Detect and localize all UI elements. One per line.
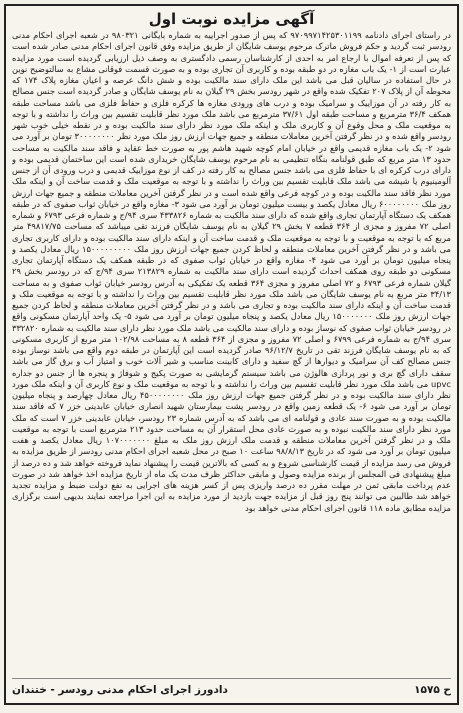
notice-body: در راستای اجرای دادنامه ۹۷۰۹۹۷۱۴۲۵۳۰۱۱۹۹ که پس از صدور اجراییه به شماره بایگانی ۹۸۰۳۲۱ در شعبه اجرای احکام مدنی رودسر ثبت گردید و حکم فروش ماترک مرحوم یوسف شایگان از طریق مزایده وفق قانون اجرای احکام مدنی صادر شده است که پس از تعرفه اموال با ارجاع امر به احدی از کارشناسان رسمی دادگستری به وصف ذیل ارزیابی گردیده است مورد مزایده عبارت است از ۱- یک باب مغازه در دو طبقه بوده و کاربری آن تجاری بوده و به صورت قسمت فوقانی مشاع به سالتوضیح نوین در حال استفاده در سالیان قبل می باشد این ملک دارای سند مالکیت بوده و شش دانگ عرصه و اعیان مغازه پلاک ۱۷۴ که محوطه آن از پلاک ۲۰۷ تفکیک شده واقع در شهر رودسر بخش ۲۹ گیلان به نام یوسف شایگان و صادر گردیده است جنس مصالح به کار رفته در آن موزاییک و سرامیک بوده و درب های ورودی مغازه ها کرکره فلزی و حفاظ فلزی می باشد مساحت طبقه همکف ۳۶/۴ مترمربع و مساحت طبقه اول ۳۷/۶۱ مترمربع می باشد ملک مورد نظر قابلیت تقسیم بین وراث را نداشته و با توجه به موقعیت ملک و محل وقوع آن و کاربری ملک و اینکه ملک مورد نظر دارای سند مالکیت بوده و در نقطه خیلی خوب شهر رودسر واقع شده و در نظر گرفتن آخرین معاملات منطقه و جمیع جهات ارزش روز ملک مورد نظر ۳۰۰۰۰۰۰۰۰ تومان بر آورد می شود ۲- یک باب مغازه قدیمی واقع در خیابان امام کوچه شهید هاشم پور به صورت خط عقاید و فاقد سند مالکیت به مساحت حدود ۱۳ متر مربع که طبق قولنامه بنگاه تنظیمی به نام مرحوم یوسف شایگان خریداری شده است این ساختمان قدیمی بوده و دارای درب کرکره ای با حفاظ فلزی می باشد جنس مصالح به کار رفته در کف از نوع موزاییک قدیمی و درب ورودی آن از جنس آلومینیوم یا شیشه می باشد ملک قابلیت تقسیم بین وراث را نداشته و با توجه به موقعیت ملک و قدمت ساخت آن و اینکه ملک مورد نظر فاقد سند مالکیت بوده و در کوچه فرعی واقع شده است و در نظر گرفتن آخرین معاملات منطقه و جمیع جهات ارزش روز ملک ۶۰۰۰۰۰۰۰۰ ریال معادل یکصد و بیست میلیون تومان بر آورد می شود ۳- مغازه واقع در خیابان ثواب صفوی که در طبقه همکف یک دستگاه آپارتمان تجاری واقع شده که دارای سند مالکیت به شماره ۴۳۳۸۲۶ سری ۹۴/ج و شماره فرعی ۶۷۹۳ و شماره اصلی ۷۲ مفروز و مجزی از ۳۶۴ قطعه ۷ بخش ۲۹ گیلان به نام یوسف شایگان فرزند تقی میباشد که مساحت ۴۹۸۱۷/۷۵ متر مربع که با توجه به موقعیت و با توجه به موقعیت ملک و قدمت ساخت آن و اینکه دارای سند مالکیت بوده و دارای کاربری تجاری می باشد و در نظر گرفتن آخرین معاملات منطقه و لحاظ کردن جمیع جهات ارزش روز ملک ۱۵۰۰۰۰۰۰۰۰۰ ریال معادل یکصد و پنجاه میلیون تومان بر آورد می شود ۴- مغازه واقع در خیابان ثواب صفوی که در طبقه همکف یک دستگاه آپارتمان تجاری مسکونی دو طبقه روی همکف احداث گردیده است دارای سند مالکیت به شماره ۲۱۳۸۲۹ سری ۹۴/ج که در رودسر بخش ۲۹ گیلان شماره فرعی ۶۷۹۳ و ۷۲ اصلی مفروز و مجزی ۳۶۴ قطعه یک تفکیکی به آدرس رودسر خیابان ثواب صفوی و به مساحت ۳۴/۱۳ متر مربع به نام یوسف شایگان می باشد ملک مورد نظر قابلیت تقسیم بین وراث را نداشته و با توجه به موقعیت ملک و قدمت ساخت آن و اینکه دارای سند مالکیت بوده و تجاری می باشد و در نظر گرفتن آخرین معاملات منطقه و لحاظ کردن جمیع جهات ارزش روز ملک ۱۵۰۰۰۰۰۰۰ ریال معادل یکصد و پنجاه میلیون تومان بر آورد می شود ۵- یک واحد آپارتمان مسکونی واقع در رودسر خیابان ثواب صفوی که نوساز بوده و دارای سند مالکیت می باشد ملک مورد نظر دارای سند مالکیت به شماره ۳۳۲۸۲۰ سری ۹۴/ج به شماره فرعی ۶۷۹۹ و اصلی ۷۲ مفروز و مجزی از ۳۶۴ قطعه ۸ به مساحت ۱۰۲/۹۸ متر مربع از کاربری مسکونی که به نام یوسف شایگان فرزند تقی در تاریخ ۹۶/۱۲/۷ صادر گردیده است این آپارتمان در طبقه دوم واقع می باشد نوساز بوده جنس مصالح کف آن سرامیک و دیوارها از گچ سفید و دارای کابینت مناسب و شیر آلات خوب و امتیاز آب و برق گاز می باشد سقف دارای گچ بری و نور پردازی هالوژن می باشد سیستم گرمایشی به صورت پکیج و شوفاژ و پنجره ها از جنس دو جداره upvc می باشد ملک مورد نظر قابلیت تقسیم بین وراث را نداشته و با توجه به موقعیت ملک و نوع کاربری آن و اینکه ملک مورد نظر دارای سند مالکیت بوده و در نظر گرفتن جمیع جهات ارزش روز ملک ۴۵۰۰۰۰۰۰۰۰ ریال معادل چهارصد و پنجاه میلیون تومان بر آورد می شود ۶- یک قطعه زمین واقع در رودسر پشت بیمارستان شهید انصاری خیابان عابدینی خزر ۷ که فاقد سند مالکیت بوده و به صورت سند عادی و قولنامه ای می باشد که به آدرس شماره ۲۳ رودسر، خیابان عابدینی خزر ۷ است که ملک مورد نظر دارای سند مالکیت نبوده و به صورت عادی محل استقرار آن به مساحت حدود ۲۱۳ مترمربع است با توجه به موقعیت ملک و در نظر گرفتن آخرین معاملات منطقه و قدمت ملک ارزش روز ملک به مبلغ ۱۰۷۰۰۰۰۰۰۰ ریال معادل یکصد و هفت میلیون تومان بر آورد می شود که در تاریخ ۹۸/۸/۱۳ ساعت ۱۰ صبح در محل شعبه اجرای احکام مدنی رودسر از طریق مزایده به فروش می رسد مزایده از قیمت کارشناسی شروع و به کسی که بالاترین قیمت را پیشنهاد نماید فروخته خواهد شد و ده درصد از مبلغ پیشنهادی فی المجلس از برنده مزایده وصول و مابقی حداکثر ظرف مدت یک ماه از تاریخ مزایده اخذ خواهد شد در صورت عدم پرداخت مابقی ثمن در مهلت مقرر ده درصد واریزی پس از کسر هزینه های اجرایی به نفع دولت ضبط و مزایده تجدید خواهد شد طالبین می توانند پنج روز قبل از مزایده جهت بازدید از مورد مزایده به این اجرا مراجعه نمایند بدیهی است برگزاری مزایده مطابق ماده ۱۱۸ قانون اجرای احکام مدنی خواهد بود	[12, 30, 451, 513]
notice-code: ح ۱۵۷۵	[414, 684, 451, 696]
notice-footer	[12, 678, 451, 699]
notice-page	[4, 4, 459, 705]
notice-title: آگهی مزایده نوبت اول	[148, 10, 315, 28]
notice-issuer: دادورز اجرای احکام مدنی رودسر - ختندان	[12, 684, 228, 696]
